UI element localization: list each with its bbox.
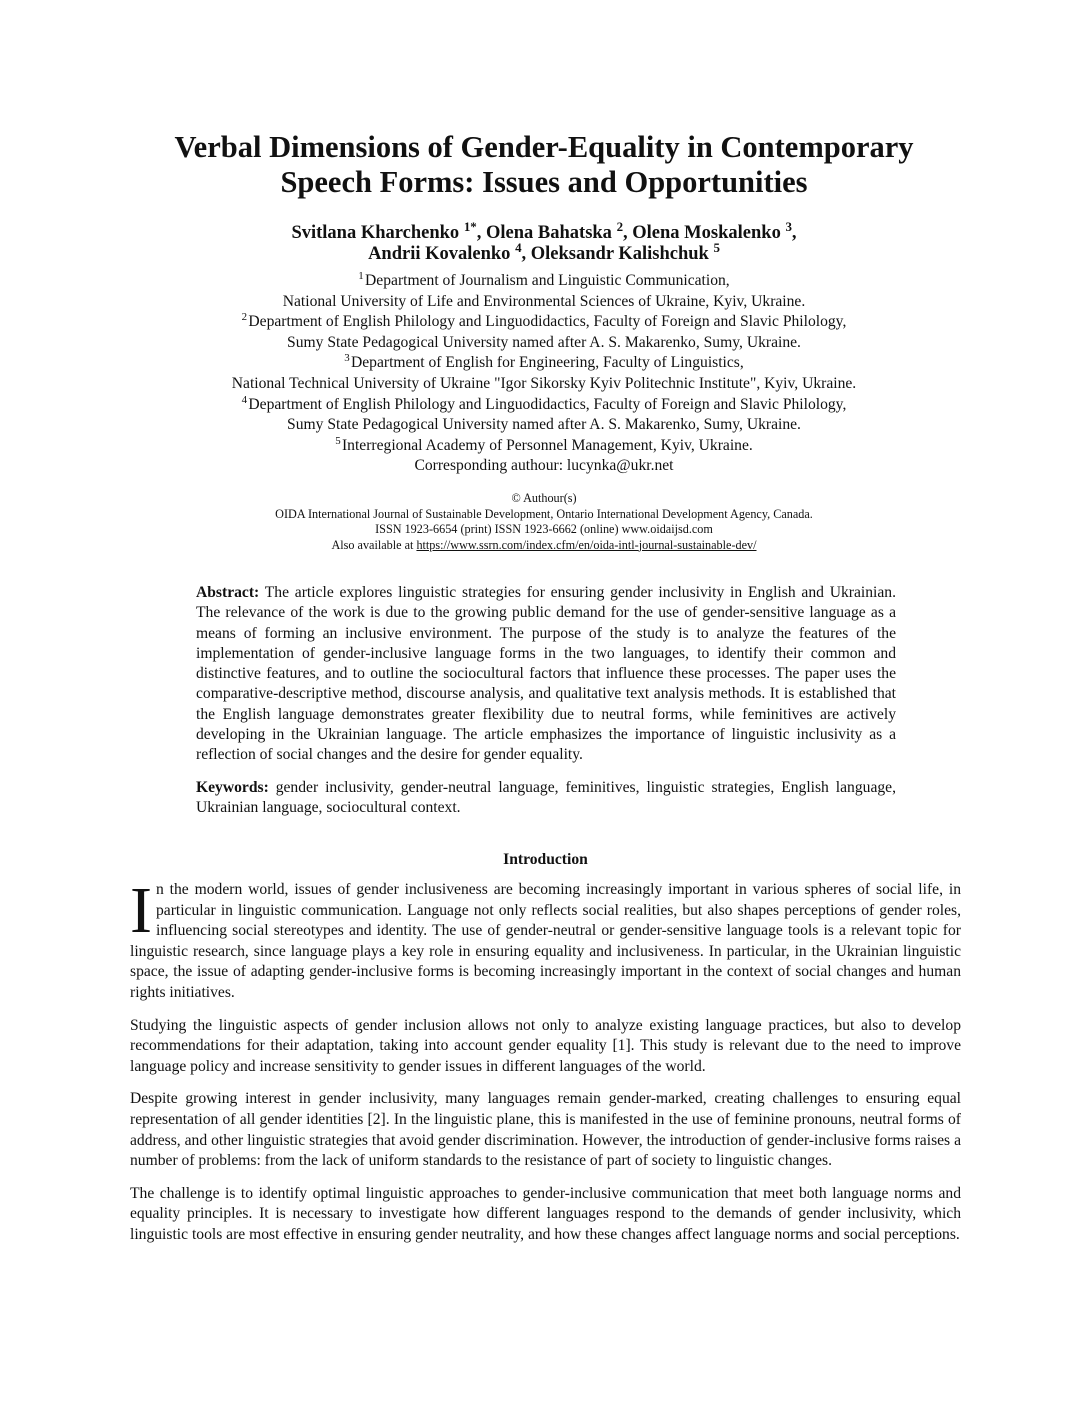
affiliation-line: National University of Life and Environmental Sciences of Ukraine, Kyiv, Ukraine.: [282, 292, 806, 310]
paragraph: The challenge is to identify optimal linguistic approaches to gender-inclusive communication that meet both language norms and equality principles. It is necessary to investigate how different languages respond to the demands of gender inclusivity, which linguistic tools are most effective in ensuring gender neutrality, and how these changes affect language norms and social perceptions.: [130, 1184, 961, 1243]
author-list: Svitlana Kharchenko $^{1*}$, Olena Bahatska $^2$, Olena Moskalenko $^3$, Andrii Kovalenko $^4$, Oleksandr Kalishchuk $^5$: [291, 218, 797, 264]
abstract-section: [196, 583, 896, 830]
journal-name: OIDA International Journal of Sustainable Development, Ontario International Development Agency, Canada.: [275, 506, 813, 521]
affiliation-line: Department of Journalism and Linguistic Communication,: [365, 272, 730, 289]
author-name: Olena Bahatska: [486, 223, 612, 243]
introduction-section: [130, 850, 961, 1258]
affiliations: $^1$ Department of Journalism and Linguistic Communication, National University of Life and Environmental Sciences of Ukraine, Kyiv, Ukraine. $^2$ Department of English Philology and Linguodidactics, Faculty of Foreign and Slavic Philology, Sumy State Pedagogical University named after A. S. Makarenko, Sumy, Ukraine. $^3$ Department of English for Engineering, Faculty of Linguistics, National Technical University of Ukraine "Igor Sikorsky Kyiv Politechnic Institute", Kyiv, Ukraine. $^4$ Department of English Philology and Linguodidactics, Faculty of Foreign and Slavic Philology, Sumy State Pedagogical University named after A. S. Makarenko, Sumy, Ukraine. $^5$ Interregional Academy of Personnel Management, Kyiv, Ukraine. Corresponding authour: lucynka@ukr.net: [0, 271, 1088, 477]
title-line: Verbal Dimensions of Gender-Equality in Contemporary: [174, 130, 914, 164]
ssrn-link[interactable]: https://www.ssrn.com/index.cfm/en/oida-intl-journal-sustainable-dev/: [416, 537, 757, 552]
copyright: © Authour(s): [511, 491, 577, 505]
drop-cap: I: [130, 874, 152, 947]
paragraph: Studying the linguistic aspects of gender inclusion allows not only to analyze existing language practices, but also to develop recommendations for their adaptation, taking into account gender equality [1]. This study is relevant due to the need to improve language policy and increase sensitivity to gender issues in different languages of the world.: [130, 1016, 961, 1075]
section-heading: Introduction: [503, 851, 588, 868]
affiliation-line: Sumy State Pedagogical University named after A. S. Makarenko, Sumy, Ukraine.: [287, 416, 801, 434]
corresponding-author: Corresponding authour: lucynka@ukr.net: [414, 457, 674, 475]
publication-info: © Authour(s) OIDA International Journal of Sustainable Development, Ontario International Development Agency, Canada. ISSN 1923-6654 (print) ISSN 1923-6662 (online) www.oidaijsd.com Also available at https://www.ssrn.com/index.cfm/en/oida-intl-journal-sustainable-dev/: [0, 491, 1088, 553]
author-name: Oleksandr Kalishchuk: [530, 244, 709, 264]
affiliation-line: Department of English Philology and Linguodidactics, Faculty of Foreign and Slavic Philology,: [248, 313, 847, 331]
paper-title: [0, 130, 1088, 200]
title-line: Speech Forms: Issues and Opportunities: [280, 165, 808, 199]
affiliation-line: Interregional Academy of Personnel Management, Kyiv, Ukraine.: [341, 436, 753, 454]
affiliation-line: Department of English for Engineering, Faculty of Linguistics,: [350, 354, 744, 372]
author-name: Olena Moskalenko: [632, 223, 781, 243]
author-name: Andrii Kovalenko: [368, 244, 511, 264]
affiliation-line: National Technical University of Ukraine "Igor Sikorsky Kyiv Politechnic Institute", Kyiv, Ukraine.: [231, 374, 857, 392]
keywords: Keywords: gender inclusivity, gender-neutral language, feminitives, linguistic strategies, English language, Ukrainian language, sociocultural context.: [196, 778, 896, 816]
paragraph: In the modern world, issues of gender inclusiveness are becoming increasingly important in various spheres of social life, in particular in linguistic communication. Language not only reflects social realities, but also shapes perceptions of gender roles, influencing social stereotypes and identity. The use of gender-neutral or gender-sensitive language tools is a relevant topic for linguistic research, since language plays a key role in ensuring equality and inclusiveness. In particular, in the Ukrainian linguistic space, the issue of adapting gender-inclusive forms is becoming increasingly important in the context of social changes and human rights initiatives.: [130, 874, 961, 1001]
paragraph: Despite growing interest in gender inclusivity, many languages remain gender-marked, creating challenges to ensuring equal representation of all gender identities [2]. In the linguistic plane, this is manifested in the use of feminine pronouns, neutral forms of address, and other linguistic strategies that avoid gender discrimination. However, the introduction of gender-inclusive forms raises a number of problems: from the lack of uniform standards to the resistance of part of society to linguistic changes.: [130, 1090, 961, 1170]
affiliation-line: Department of English Philology and Linguodidactics, Faculty of Foreign and Slavic Philology,: [248, 395, 847, 413]
affiliation-line: Sumy State Pedagogical University named after A. S. Makarenko, Sumy, Ukraine.: [287, 333, 801, 351]
author-name: Svitlana Kharchenko: [291, 223, 460, 243]
abstract: Abstract: The article explores linguistic strategies for ensuring gender inclusivity in English and Ukrainian. The relevance of the work is due to the growing public demand for the use of gender-sensitive language as a means of forming an inclusive environment. The purpose of the study is to analyze the features of the implementation of gender-inclusive language forms in the two languages, to identify their common and distinctive features, and to outline the sociocultural factors that influence these processes. The paper uses the comparative-descriptive method, discourse analysis, and qualitative text analysis methods. It is established that the English language demonstrates greater flexibility due to neutral forms, while feminitives are actively developing in the Ukrainian language. The article emphasizes the importance of linguistic inclusivity as a reflection of social changes and the desire for gender equality.: [196, 584, 896, 764]
issn: ISSN 1923-6654 (print) ISSN 1923-6662 (online) www.oidaijsd.com: [375, 522, 713, 536]
